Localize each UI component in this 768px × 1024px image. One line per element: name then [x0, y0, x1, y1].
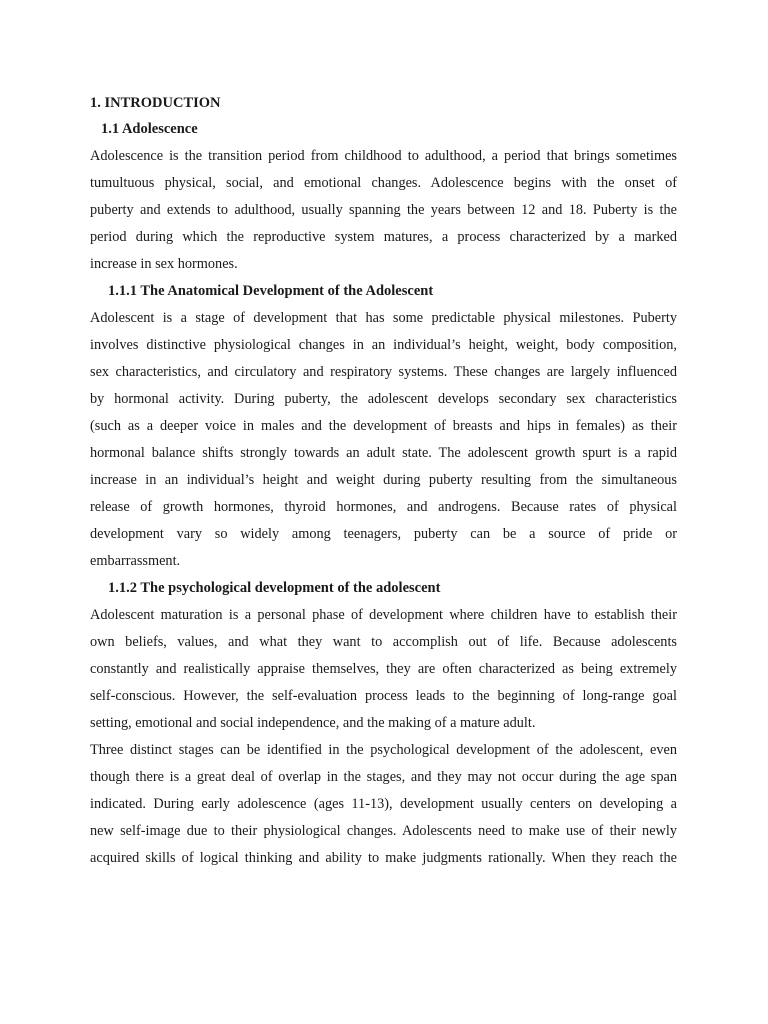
document-page	[90, 90, 677, 872]
paragraph-adolescence	[90, 143, 677, 278]
paragraph-line: setting, emotional and social independence, and the making of a mature adult.	[90, 715, 536, 731]
paragraph-line: new self-image due to their physiological changes. Adolescents need to make use of their newly	[90, 823, 677, 839]
paragraph-line: development vary so widely among teenagers, puberty can be a source of pride or	[90, 526, 677, 542]
section-heading-introduction: 1. INTRODUCTION	[90, 95, 221, 111]
subsection-heading-adolescence: 1.1 Adolescence	[101, 121, 198, 137]
paragraph-three-stages	[90, 737, 677, 872]
paragraph-line: period during which the reproductive system matures, a process characterized by a marked	[90, 229, 677, 245]
paragraph-line: constantly and realistically appraise themselves, they are often characterized as being extremely	[90, 661, 677, 677]
paragraph-psychological-maturation	[90, 602, 677, 737]
paragraph-line: sex characteristics, and circulatory and respiratory systems. These changes are largely influenced	[90, 364, 677, 380]
paragraph-line: Adolescent is a stage of development that has some predictable physical milestones. Puberty	[90, 310, 677, 326]
paragraph-line: hormonal balance shifts strongly towards an adult state. The adolescent growth spurt is a rapid	[90, 445, 677, 461]
paragraph-line: indicated. During early adolescence (ages 11-13), development usually centers on developing a	[90, 796, 677, 812]
paragraph-line: Adolescence is the transition period from childhood to adulthood, a period that brings sometimes	[90, 148, 677, 164]
paragraph-line: by hormonal activity. During puberty, the adolescent develops secondary sex characteristics	[90, 391, 677, 407]
paragraph-line: own beliefs, values, and what they want to accomplish out of life. Because adolescents	[90, 634, 677, 650]
paragraph-line: release of growth hormones, thyroid hormones, and androgens. Because rates of physical	[90, 499, 677, 515]
paragraph-line: (such as a deeper voice in males and the development of breasts and hips in females) as their	[90, 418, 677, 434]
paragraph-line: puberty and extends to adulthood, usually spanning the years between 12 and 18. Puberty is the	[90, 202, 677, 218]
paragraph-line: though there is a great deal of overlap in the stages, and they may not occur during the age span	[90, 769, 677, 785]
paragraph-line: Three distinct stages can be identified in the psychological development of the adolescent, even	[90, 742, 677, 758]
paragraph-line: increase in sex hormones.	[90, 256, 238, 272]
paragraph-line: Adolescent maturation is a personal phase of development where children have to establish their	[90, 607, 677, 623]
subsubsection-heading-anatomical: 1.1.1 The Anatomical Development of the Adolescent	[108, 283, 434, 299]
paragraph-anatomical	[90, 305, 677, 575]
paragraph-line: acquired skills of logical thinking and ability to make judgments rationally. When they reach the	[90, 850, 677, 866]
paragraph-line: increase in an individual’s height and weight during puberty resulting from the simultaneous	[90, 472, 677, 488]
paragraph-line: involves distinctive physiological changes in an individual’s height, weight, body composition,	[90, 337, 677, 353]
subsubsection-heading-psychological: 1.1.2 The psychological development of the adolescent	[108, 580, 441, 596]
paragraph-line: tumultuous physical, social, and emotional changes. Adolescence begins with the onset of	[90, 175, 677, 191]
paragraph-line: self-conscious. However, the self-evaluation process leads to the beginning of long-range goal	[90, 688, 677, 704]
paragraph-line: embarrassment.	[90, 553, 181, 569]
